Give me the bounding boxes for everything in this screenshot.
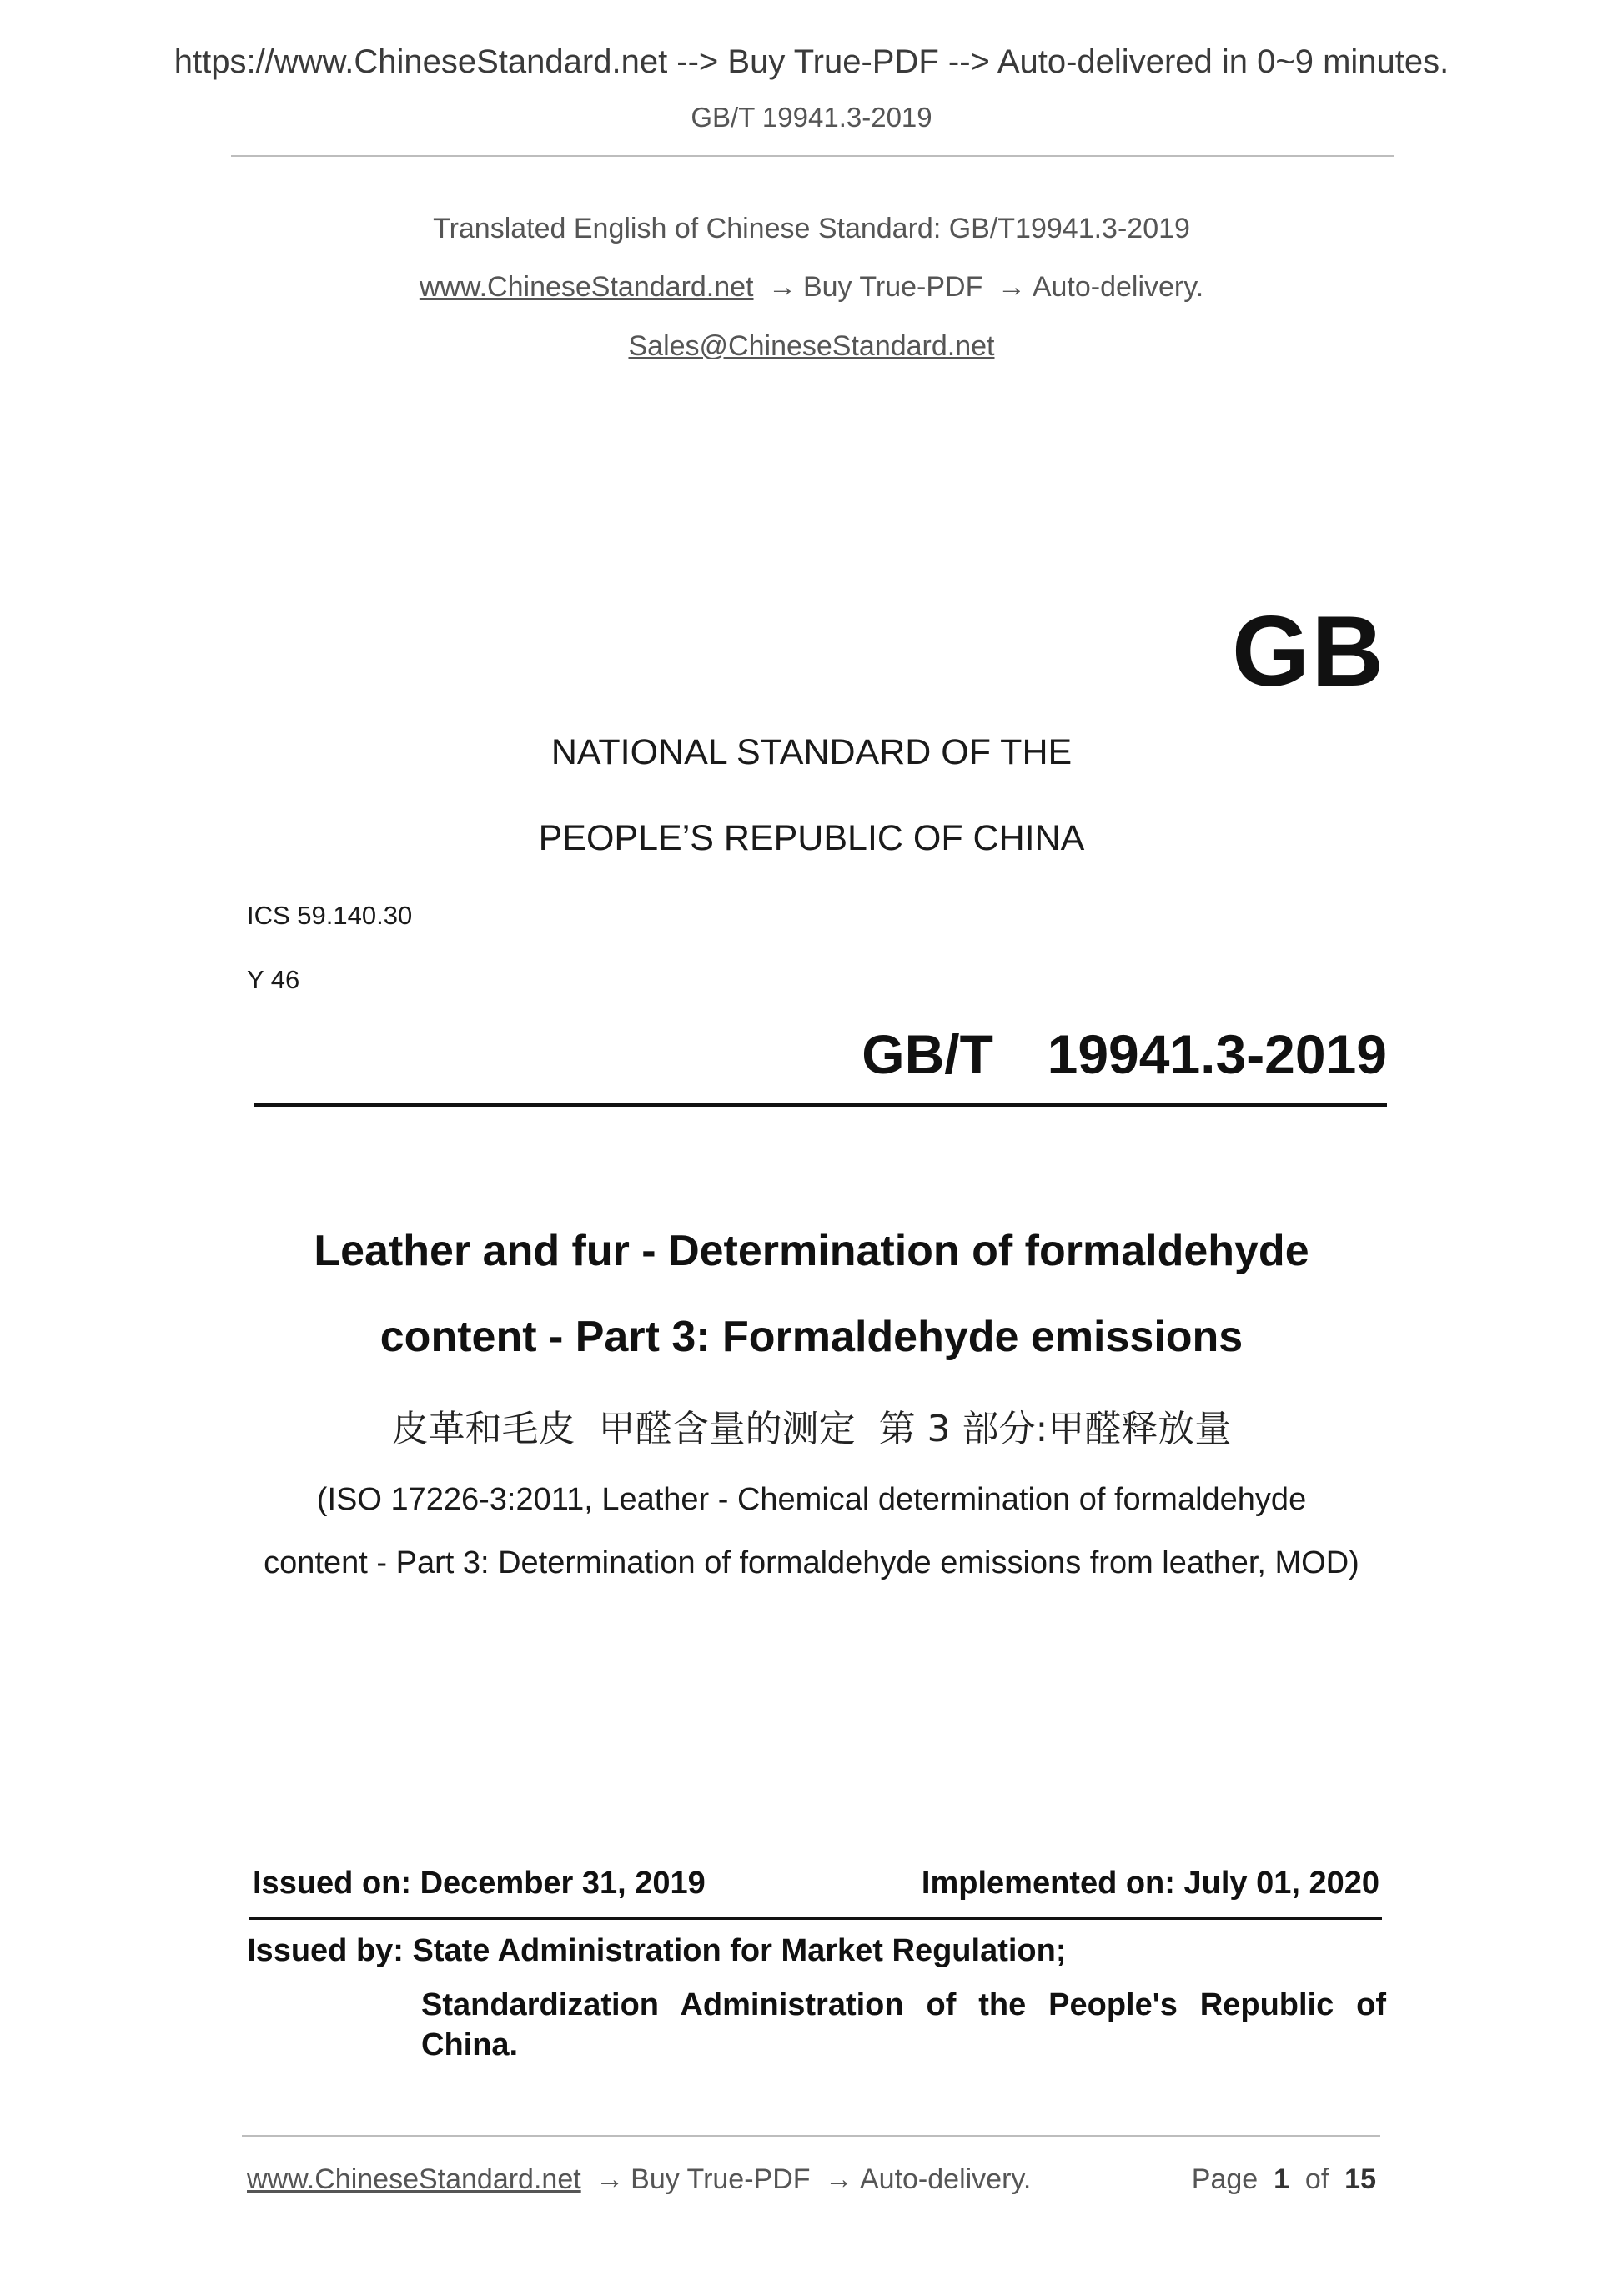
national-standard-line1: NATIONAL STANDARD OF THE: [550, 732, 1073, 772]
running-header: GB/T 19941.3-2019: [691, 102, 932, 133]
standard-number: GB/T 19941.3-2019: [862, 1023, 1387, 1085]
buy-pdf-text: Buy True-PDF: [802, 271, 983, 303]
header-divider: [231, 155, 1394, 157]
footer-store-line: [247, 2163, 1031, 2196]
page-indicator: [1192, 2163, 1376, 2196]
store-line: [0, 271, 1623, 304]
page-label: Page: [1191, 2163, 1259, 2195]
arrow-right-icon: →: [824, 2163, 853, 2195]
footer-divider: [242, 2135, 1380, 2137]
issued-on: Issued on: December 31, 2019: [253, 1866, 706, 1901]
issued-by-continuation-end: China.: [421, 2027, 519, 2062]
issued-by: Issued by: State Administration for Market Regulation;: [247, 1933, 1067, 1968]
title-chinese: 皮革和毛皮 甲醛含量的测定 第 3 部分:甲醛释放量: [391, 1408, 1232, 1450]
implemented-on: Implemented on: July 01, 2020: [921, 1866, 1379, 1901]
footer-site-link[interactable]: www.ChineseStandard.net: [247, 2163, 581, 2195]
issued-by-continuation: Standardization Administration of the People's Republic of: [421, 1987, 1386, 2022]
iso-reference-line1: (ISO 17226-3:2011, Leather - Chemical determination of formaldehyde: [316, 1482, 1307, 1517]
translation-notice: Translated English of Chinese Standard: GB/T19941.3-2019: [433, 213, 1190, 244]
page-total: 15: [1344, 2163, 1376, 2195]
site-link[interactable]: www.ChineseStandard.net: [419, 271, 754, 303]
gb-mark: GB: [1232, 595, 1385, 707]
classification-code: Y 46: [247, 965, 300, 994]
title-line1: Leather and fur - Determination of formaldehyde: [314, 1227, 1309, 1275]
top-banner: https://www.ChineseStandard.net --> Buy True-PDF --> Auto-delivered in 0~9 minutes.: [173, 43, 1450, 80]
email-line: [0, 330, 1623, 363]
ics-code: ICS 59.140.30: [247, 901, 413, 930]
national-standard-line2: PEOPLE’S REPUBLIC OF CHINA: [538, 818, 1085, 858]
title-line2: content - Part 3: Formaldehyde emissions: [379, 1313, 1244, 1361]
iso-reference-line2: content - Part 3: Determination of formaldehyde emissions from leather, MOD): [264, 1545, 1359, 1580]
footer-auto-text: Auto-delivery.: [859, 2163, 1032, 2195]
standard-number-rule: [254, 1103, 1387, 1107]
page-of: of: [1304, 2163, 1329, 2195]
arrow-right-icon: →: [595, 2163, 625, 2195]
sales-email-link[interactable]: Sales@ChineseStandard.net: [628, 330, 995, 362]
auto-delivery-text: Auto-delivery.: [1032, 271, 1204, 303]
arrow-right-icon: →: [767, 271, 796, 303]
arrow-right-icon: →: [997, 271, 1026, 303]
footer-buy-text: Buy True-PDF: [631, 2163, 811, 2195]
page-current: 1: [1274, 2163, 1289, 2195]
issue-rule: [249, 1917, 1382, 1920]
